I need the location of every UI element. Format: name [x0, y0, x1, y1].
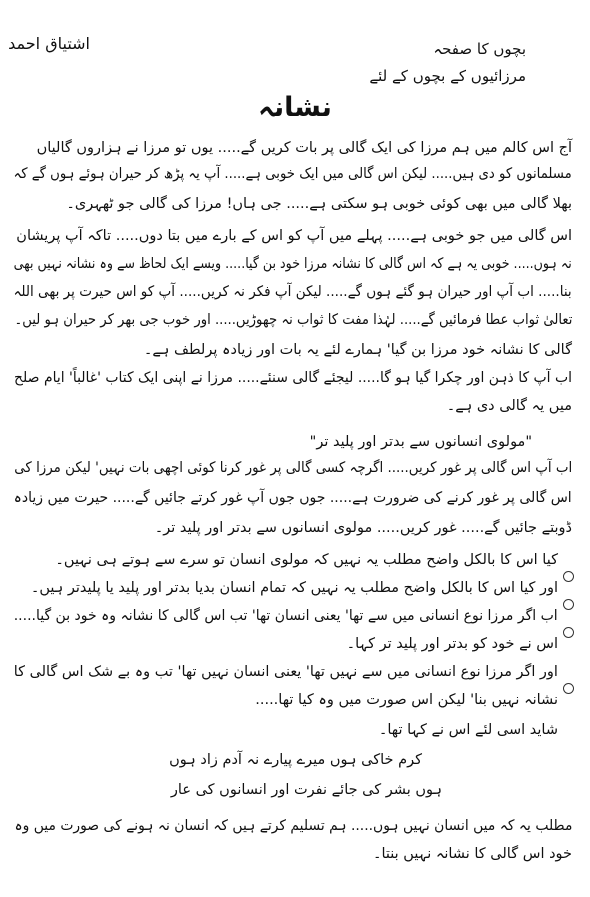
- bullet-4-line-2: نشانہ نہیں بنا' لیکن اس صورت میں وہ کیا تھا.....: [255, 692, 558, 708]
- bullet-2-line-1: اور کیا اس کا بالکل واضح مطلب یہ نہیں کہ تمام انسان بدیا بدتر اور پلید یا پلیدتر ہیں۔: [30, 580, 558, 596]
- paragraph-2-line-1: اس گالی میں جو خوبی ہے..... پہلے میں آپ کو اس کے بارے میں بتا دوں..... تاکہ آپ پریشان: [16, 228, 572, 244]
- bullet-3-line-2: اس نے خود کو بدتر اور پلید تر کہا۔: [346, 636, 558, 652]
- paragraph-2-line-4: تعالیٰ ثواب عطا فرمائیں گے..... لہٰذا مفت کا ثواب نہ چھوڑیں..... اور خوب جی بھر کر حیران ہو لیں۔: [14, 312, 572, 328]
- paragraph-2-line-3: بنا..... اب آپ اور حیران ہو گئے ہوں گے..... لیکن آپ فکر نہ کریں..... آپ کو اس حیرت پر بھی اللہ: [13, 284, 572, 300]
- bullet-2-circle-icon: [563, 599, 574, 610]
- verse-line-2: ہوں بشر کی جائے نفرت اور انسانوں کی عار: [170, 782, 442, 798]
- paragraph-6-line-3: ڈوبتے جائیں گے..... غور کریں..... مولوی انسانوں سے بدتر اور پلید تر۔: [154, 520, 572, 536]
- paragraph-6-line-2: اس گالی پر غور کرنے کی ضرورت ہے..... جوں جوں آپ غور کرتے جائیں گے..... حیرت میں زیادہ: [13, 490, 572, 506]
- paragraph-1-line-3: بھلا گالی میں بھی کوئی خوبی ہو سکتی ہے..... جی ہاں! مرزا کی گالی جو ٹھہری۔: [66, 196, 572, 212]
- bullet-4-circle-icon: [563, 683, 574, 694]
- paragraph-4-line-2: میں یہ گالی دی ہے۔: [446, 398, 572, 414]
- bullet-3-circle-icon: [563, 627, 574, 638]
- paragraph-1-line-2: مسلمانوں کو دی ہیں..... لیکن اس گالی میں ایک خوبی ہے..... آپ یہ پڑھ کر حیران ہوئے ہوں گے کہ: [13, 166, 572, 182]
- bullet-4-line-1: اور اگر مرزا نوع انسانی میں سے نہیں تھا' یعنی انسان نہیں تھا' تب وہ بے شک اس گالی کا: [13, 664, 558, 680]
- paragraph-6-line-1: اب آپ اس گالی پر غور کریں..... اگرچہ کسی گالی پر غور کرنا کوئی اچھی بات نہیں' لیکن مرزا کی: [14, 460, 572, 476]
- author-name: اشتیاق احمد: [8, 34, 90, 53]
- article-title: نشانہ: [258, 92, 332, 123]
- bullet-3-line-1: اب اگر مرزا نوع انسانی میں سے تھا' یعنی انسان تھا' تب اس گالی کا نشانہ وہ خود بن گیا.....: [14, 608, 558, 624]
- after-bullets-line: شاید اسی لئے اس نے کہا تھا۔: [378, 722, 558, 738]
- verse-line-1: کرم خاکی ہوں میرے پیارے نہ آدم زاد ہوں: [169, 752, 422, 768]
- paragraph-2-line-2: نہ ہوں..... خوبی یہ ہے کہ اس گالی کا نشانہ مرزا خود بن گیا..... ویسے ایک لحاظ سے وہ نشانہ نہیں بھی: [13, 256, 572, 272]
- paragraph-4-line-1: اب آپ کا ذہن اور چکرا گیا ہو گا..... لیجئے گالی سنئے..... مرزا نے اپنی ایک کتاب 'غالباً' ایام صلح: [14, 370, 572, 386]
- quoted-insult: "مولوی انسانوں سے بدتر اور پلید تر": [309, 434, 532, 450]
- paragraph-3-line-1: گالی کا نشانہ خود مرزا بن گیا' ہمارے لئے یہ بات اور زیادہ پرلطف ہے۔: [143, 342, 572, 358]
- bullet-1-circle-icon: [563, 571, 574, 582]
- header-line-childrens-page: بچوں کا صفحہ: [433, 40, 526, 58]
- column-header: [369, 36, 526, 90]
- closing-line-2: خود اس گالی کا نشانہ نہیں بنتا۔: [372, 846, 572, 862]
- closing-line-1: مطلب یہ کہ میں انسان نہیں ہوں..... ہم تسلیم کرتے ہیں کہ انسان نہ ہونے کی صورت میں وہ: [14, 818, 572, 834]
- header-line-audience: مرزائیوں کے بچوں کے لئے: [369, 67, 526, 85]
- bullet-1-line-1: کیا اس کا بالکل واضح مطلب یہ نہیں کہ مولوی انسان تو سرے سے ہوتے ہی نہیں۔: [55, 552, 558, 568]
- paragraph-1-line-1: آج اس کالم میں ہم مرزا کی ایک گالی پر بات کریں گے..... یوں تو مرزا نے ہزاروں گالیاں: [36, 140, 572, 156]
